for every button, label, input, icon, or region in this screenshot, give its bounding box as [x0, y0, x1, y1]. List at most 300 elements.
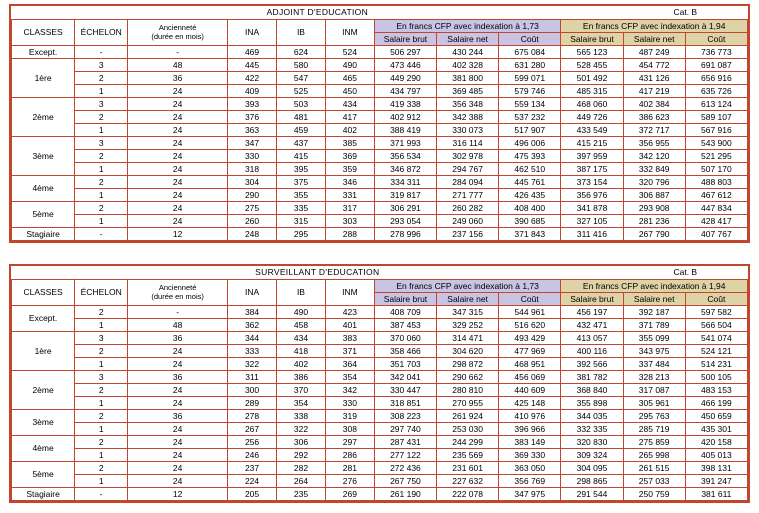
cell-ina: 344 — [228, 331, 277, 344]
cell-salaire-net-194: 265 998 — [623, 448, 685, 461]
cell-echelon: 1 — [75, 214, 128, 227]
cell-cout-194: 541 074 — [685, 331, 747, 344]
cell-salaire-brut-173: 319 817 — [374, 188, 436, 201]
cell-echelon: 1 — [75, 474, 128, 487]
cell-salaire-brut-173: 277 122 — [374, 448, 436, 461]
header-echelon: ÉCHELON — [75, 19, 128, 45]
cell-cout-194: 483 153 — [685, 383, 747, 396]
cell-salaire-brut-194: 397 959 — [561, 149, 623, 162]
cell-salaire-net-173: 284 094 — [437, 175, 499, 188]
cell-salaire-brut-194: 565 123 — [561, 45, 623, 58]
cell-ib: 354 — [277, 396, 326, 409]
cell-classe: Except. — [12, 305, 75, 331]
cell-classe: 4ème — [12, 175, 75, 201]
cell-inm: 383 — [325, 331, 374, 344]
cell-inm: 434 — [325, 97, 374, 110]
cell-ina: 393 — [228, 97, 277, 110]
cell-inm: 402 — [325, 123, 374, 136]
cell-salaire-net-173: 227 632 — [437, 474, 499, 487]
cell-inm: 330 — [325, 396, 374, 409]
cell-salaire-brut-194: 332 335 — [561, 422, 623, 435]
cell-ina: 362 — [228, 318, 277, 331]
table-row — [12, 357, 748, 370]
cell-echelon: 1 — [75, 188, 128, 201]
cell-anciennete: 24 — [128, 123, 228, 136]
cell-ina: 445 — [228, 58, 277, 71]
cell-echelon: 2 — [75, 305, 128, 318]
cell-salaire-brut-173: 293 054 — [374, 214, 436, 227]
cell-echelon: - — [75, 227, 128, 240]
cell-cout-194: 391 247 — [685, 474, 747, 487]
cell-ina: 409 — [228, 84, 277, 97]
cell-salaire-net-194: 317 087 — [623, 383, 685, 396]
cell-cout-173: 537 232 — [499, 110, 561, 123]
cell-cout-194: 589 107 — [685, 110, 747, 123]
cell-salaire-brut-194: 311 416 — [561, 227, 623, 240]
cell-ib: 338 — [277, 409, 326, 422]
header-row-primary — [12, 279, 748, 292]
cell-salaire-brut-194: 387 175 — [561, 162, 623, 175]
cell-salaire-brut-173: 267 750 — [374, 474, 436, 487]
cell-ina: 469 — [228, 45, 277, 58]
cell-echelon: 2 — [75, 344, 128, 357]
cell-cout-194: 514 231 — [685, 357, 747, 370]
cell-salaire-brut-173: 334 311 — [374, 175, 436, 188]
cell-echelon: 1 — [75, 448, 128, 461]
cell-ina: 278 — [228, 409, 277, 422]
table-row — [12, 487, 748, 500]
cell-salaire-brut-173: 330 447 — [374, 383, 436, 396]
header-salaire-brut-173: Salaire brut — [374, 32, 436, 45]
cell-salaire-brut-173: 449 290 — [374, 71, 436, 84]
cell-salaire-brut-194: 485 315 — [561, 84, 623, 97]
cell-ib: 335 — [277, 201, 326, 214]
cell-salaire-brut-173: 473 446 — [374, 58, 436, 71]
cell-cout-173: 440 609 — [499, 383, 561, 396]
table-row — [12, 162, 748, 175]
table-row — [12, 409, 748, 422]
cell-classe: 2ème — [12, 370, 75, 409]
cell-salaire-brut-194: 344 035 — [561, 409, 623, 422]
cell-cout-173: 445 761 — [499, 175, 561, 188]
cell-inm: 342 — [325, 383, 374, 396]
cell-inm: 369 — [325, 149, 374, 162]
cell-ib: 525 — [277, 84, 326, 97]
cell-cout-173: 347 975 — [499, 487, 561, 500]
cell-cout-173: 599 071 — [499, 71, 561, 84]
cell-salaire-net-173: 304 620 — [437, 344, 499, 357]
cell-cout-194: 405 013 — [685, 448, 747, 461]
cell-salaire-brut-173: 388 419 — [374, 123, 436, 136]
cell-salaire-net-194: 343 975 — [623, 344, 685, 357]
cell-echelon: 3 — [75, 331, 128, 344]
header-salaire-net-173: Salaire net — [437, 32, 499, 45]
cell-ib: 235 — [277, 487, 326, 500]
cell-salaire-brut-194: 468 060 — [561, 97, 623, 110]
header-ina: INA — [228, 279, 277, 305]
cell-cout-194: 420 158 — [685, 435, 747, 448]
cell-ib: 375 — [277, 175, 326, 188]
cell-ib: 580 — [277, 58, 326, 71]
cell-salaire-net-173: 249 060 — [437, 214, 499, 227]
cell-ina: 363 — [228, 123, 277, 136]
cell-inm: 417 — [325, 110, 374, 123]
cell-salaire-brut-173: 318 851 — [374, 396, 436, 409]
cell-echelon: 2 — [75, 149, 128, 162]
cell-anciennete: 24 — [128, 84, 228, 97]
cell-ina: 384 — [228, 305, 277, 318]
cell-ina: 318 — [228, 162, 277, 175]
cell-inm: 450 — [325, 84, 374, 97]
cell-echelon: - — [75, 45, 128, 58]
cell-anciennete: 24 — [128, 136, 228, 149]
table-row — [12, 422, 748, 435]
cell-salaire-net-194: 320 796 — [623, 175, 685, 188]
cell-ib: 458 — [277, 318, 326, 331]
cell-salaire-net-173: 260 282 — [437, 201, 499, 214]
cell-salaire-net-194: 392 187 — [623, 305, 685, 318]
cell-ina: 330 — [228, 149, 277, 162]
cell-ina: 224 — [228, 474, 277, 487]
cell-salaire-brut-173: 308 223 — [374, 409, 436, 422]
category-label: Cat. B — [623, 6, 747, 19]
header-salaire-net-173: Salaire net — [437, 292, 499, 305]
cell-classe: 3ème — [12, 136, 75, 175]
cell-salaire-brut-173: 370 060 — [374, 331, 436, 344]
cell-salaire-net-173: 430 244 — [437, 45, 499, 58]
cell-salaire-net-173: 381 800 — [437, 71, 499, 84]
header-anciennete-line1: Ancienneté — [158, 283, 197, 292]
cell-anciennete: 24 — [128, 201, 228, 214]
cell-salaire-brut-194: 291 544 — [561, 487, 623, 500]
cell-salaire-net-194: 487 249 — [623, 45, 685, 58]
cell-anciennete: 24 — [128, 149, 228, 162]
cell-echelon: 2 — [75, 201, 128, 214]
cell-cout-173: 426 435 — [499, 188, 561, 201]
cell-cout-194: 656 916 — [685, 71, 747, 84]
cell-salaire-brut-173: 272 436 — [374, 461, 436, 474]
cell-salaire-net-173: 302 978 — [437, 149, 499, 162]
cell-salaire-net-194: 275 859 — [623, 435, 685, 448]
table-row — [12, 136, 748, 149]
cell-salaire-net-173: 222 078 — [437, 487, 499, 500]
cell-cout-173: 390 685 — [499, 214, 561, 227]
cell-anciennete: 24 — [128, 396, 228, 409]
cell-salaire-brut-194: 456 197 — [561, 305, 623, 318]
cell-anciennete: 24 — [128, 357, 228, 370]
cell-salaire-brut-173: 402 912 — [374, 110, 436, 123]
cell-inm: 354 — [325, 370, 374, 383]
cell-anciennete: 24 — [128, 474, 228, 487]
cell-salaire-brut-173: 419 338 — [374, 97, 436, 110]
cell-salaire-brut-194: 413 057 — [561, 331, 623, 344]
cell-salaire-net-173: 271 777 — [437, 188, 499, 201]
cell-salaire-brut-173: 287 431 — [374, 435, 436, 448]
cell-salaire-brut-173: 408 709 — [374, 305, 436, 318]
cell-ina: 333 — [228, 344, 277, 357]
cell-salaire-net-194: 417 219 — [623, 84, 685, 97]
cell-salaire-brut-194: 381 782 — [561, 370, 623, 383]
cell-ib: 282 — [277, 461, 326, 474]
cell-echelon: - — [75, 487, 128, 500]
cell-cout-194: 566 504 — [685, 318, 747, 331]
cell-inm: 465 — [325, 71, 374, 84]
cell-salaire-brut-194: 309 324 — [561, 448, 623, 461]
cell-inm: 269 — [325, 487, 374, 500]
cell-cout-173: 517 907 — [499, 123, 561, 136]
category-label: Cat. B — [623, 266, 747, 279]
cell-echelon: 2 — [75, 461, 128, 474]
table-row — [12, 214, 748, 227]
table-title: SURVEILLANT D'EDUCATION — [12, 266, 624, 279]
cell-classe: 3ème — [12, 409, 75, 435]
table-row — [12, 435, 748, 448]
cell-anciennete: 24 — [128, 383, 228, 396]
cell-cout-173: 383 149 — [499, 435, 561, 448]
header-cout-194: Coût — [685, 32, 747, 45]
cell-ib: 292 — [277, 448, 326, 461]
cell-cout-173: 410 976 — [499, 409, 561, 422]
cell-cout-173: 396 966 — [499, 422, 561, 435]
header-classes: CLASSES — [12, 279, 75, 305]
header-index-194: En francs CFP avec indexation à 1,94 — [561, 279, 748, 292]
cell-echelon: 1 — [75, 396, 128, 409]
header-inm: INM — [325, 19, 374, 45]
header-cout-173: Coût — [499, 32, 561, 45]
cell-salaire-net-173: 294 767 — [437, 162, 499, 175]
cell-cout-194: 435 301 — [685, 422, 747, 435]
cell-echelon: 1 — [75, 84, 128, 97]
table-row — [12, 175, 748, 188]
cell-salaire-brut-194: 356 976 — [561, 188, 623, 201]
cell-salaire-net-173: 235 569 — [437, 448, 499, 461]
cell-classe: 5ème — [12, 201, 75, 227]
cell-ib: 264 — [277, 474, 326, 487]
header-cout-173: Coût — [499, 292, 561, 305]
cell-cout-173: 356 769 — [499, 474, 561, 487]
table-row — [12, 188, 748, 201]
cell-cout-173: 456 069 — [499, 370, 561, 383]
cell-ina: 300 — [228, 383, 277, 396]
header-ib: IB — [277, 279, 326, 305]
cell-echelon: 1 — [75, 162, 128, 175]
cell-ib: 306 — [277, 435, 326, 448]
cell-classe: 2ème — [12, 97, 75, 136]
cell-cout-194: 428 417 — [685, 214, 747, 227]
cell-cout-194: 543 900 — [685, 136, 747, 149]
cell-classe: Stagiaire — [12, 487, 75, 500]
cell-cout-173: 475 393 — [499, 149, 561, 162]
cell-anciennete: 24 — [128, 188, 228, 201]
cell-echelon: 2 — [75, 110, 128, 123]
cell-echelon: 2 — [75, 175, 128, 188]
cell-salaire-brut-194: 501 492 — [561, 71, 623, 84]
cell-salaire-net-194: 306 887 — [623, 188, 685, 201]
cell-anciennete: 12 — [128, 487, 228, 500]
cell-salaire-net-194: 293 908 — [623, 201, 685, 214]
cell-anciennete: 36 — [128, 370, 228, 383]
header-anciennete — [128, 279, 228, 305]
cell-salaire-net-194: 342 120 — [623, 149, 685, 162]
cell-echelon: 3 — [75, 58, 128, 71]
header-salaire-net-194: Salaire net — [623, 292, 685, 305]
cell-cout-173: 496 006 — [499, 136, 561, 149]
cell-inm: 288 — [325, 227, 374, 240]
cell-salaire-brut-173: 261 190 — [374, 487, 436, 500]
cell-echelon: 3 — [75, 136, 128, 149]
cell-salaire-brut-194: 433 549 — [561, 123, 623, 136]
cell-inm: 385 — [325, 136, 374, 149]
cell-cout-173: 544 961 — [499, 305, 561, 318]
cell-ina: 290 — [228, 188, 277, 201]
cell-ib: 437 — [277, 136, 326, 149]
table-row — [12, 370, 748, 383]
cell-echelon: 2 — [75, 71, 128, 84]
cell-salaire-net-194: 285 719 — [623, 422, 685, 435]
cell-cout-173: 477 969 — [499, 344, 561, 357]
cell-anciennete: 24 — [128, 97, 228, 110]
cell-anciennete: 24 — [128, 461, 228, 474]
cell-ib: 415 — [277, 149, 326, 162]
cell-inm: 359 — [325, 162, 374, 175]
cell-cout-194: 635 726 — [685, 84, 747, 97]
cell-classe: 1ère — [12, 58, 75, 97]
cell-ina: 311 — [228, 370, 277, 383]
cell-cout-194: 450 659 — [685, 409, 747, 422]
cell-salaire-net-194: 281 236 — [623, 214, 685, 227]
cell-salaire-net-194: 267 790 — [623, 227, 685, 240]
cell-salaire-net-173: 356 348 — [437, 97, 499, 110]
cell-echelon: 2 — [75, 435, 128, 448]
cell-salaire-brut-194: 415 215 — [561, 136, 623, 149]
cell-salaire-net-194: 328 213 — [623, 370, 685, 383]
cell-salaire-net-194: 261 515 — [623, 461, 685, 474]
cell-salaire-net-194: 305 961 — [623, 396, 685, 409]
header-cout-194: Coût — [685, 292, 747, 305]
cell-ib: 503 — [277, 97, 326, 110]
cell-ib: 459 — [277, 123, 326, 136]
cell-anciennete: 24 — [128, 344, 228, 357]
cell-ib: 395 — [277, 162, 326, 175]
cell-salaire-net-173: 298 872 — [437, 357, 499, 370]
table-row — [12, 318, 748, 331]
cell-inm: 317 — [325, 201, 374, 214]
cell-salaire-brut-194: 341 878 — [561, 201, 623, 214]
table-row — [12, 474, 748, 487]
cell-salaire-net-194: 337 484 — [623, 357, 685, 370]
cell-cout-194: 736 773 — [685, 45, 747, 58]
table-row — [12, 149, 748, 162]
cell-cout-194: 407 767 — [685, 227, 747, 240]
table-row — [12, 396, 748, 409]
header-index-194: En francs CFP avec indexation à 1,94 — [561, 19, 748, 32]
cell-salaire-net-173: 237 156 — [437, 227, 499, 240]
cell-salaire-net-194: 332 849 — [623, 162, 685, 175]
cell-echelon: 3 — [75, 370, 128, 383]
cell-ib: 315 — [277, 214, 326, 227]
cell-ina: 248 — [228, 227, 277, 240]
cell-cout-194: 691 087 — [685, 58, 747, 71]
cell-salaire-net-173: 290 662 — [437, 370, 499, 383]
cell-salaire-brut-194: 432 471 — [561, 318, 623, 331]
header-index-173: En francs CFP avec indexation à 1,73 — [374, 19, 561, 32]
cell-salaire-net-173: 402 328 — [437, 58, 499, 71]
cell-anciennete: 24 — [128, 448, 228, 461]
cell-salaire-net-194: 454 772 — [623, 58, 685, 71]
cell-inm: 303 — [325, 214, 374, 227]
cell-cout-194: 398 131 — [685, 461, 747, 474]
cell-ib: 295 — [277, 227, 326, 240]
cell-salaire-net-173: 330 073 — [437, 123, 499, 136]
cell-salaire-brut-194: 327 105 — [561, 214, 623, 227]
cell-ib: 386 — [277, 370, 326, 383]
cell-cout-173: 371 843 — [499, 227, 561, 240]
cell-cout-173: 516 620 — [499, 318, 561, 331]
cell-cout-194: 447 834 — [685, 201, 747, 214]
cell-salaire-brut-194: 320 830 — [561, 435, 623, 448]
cell-ib: 490 — [277, 305, 326, 318]
header-salaire-brut-194: Salaire brut — [561, 32, 623, 45]
salary-table-surveillant-education — [9, 264, 750, 503]
header-echelon: ÉCHELON — [75, 279, 128, 305]
cell-salaire-net-173: 347 315 — [437, 305, 499, 318]
cell-inm: 281 — [325, 461, 374, 474]
cell-anciennete: 24 — [128, 214, 228, 227]
cell-echelon: 3 — [75, 97, 128, 110]
cell-salaire-brut-194: 368 840 — [561, 383, 623, 396]
cell-cout-173: 369 330 — [499, 448, 561, 461]
cell-ina: 347 — [228, 136, 277, 149]
cell-ina: 304 — [228, 175, 277, 188]
cell-anciennete: 36 — [128, 71, 228, 84]
header-ina: INA — [228, 19, 277, 45]
cell-cout-194: 500 105 — [685, 370, 747, 383]
cell-ib: 322 — [277, 422, 326, 435]
cell-salaire-net-194: 295 763 — [623, 409, 685, 422]
salary-table-adjoint-education — [9, 4, 750, 243]
table-title-row — [12, 6, 748, 19]
cell-ina: 246 — [228, 448, 277, 461]
cell-ina: 260 — [228, 214, 277, 227]
header-anciennete-line2: (durée en mois) — [151, 32, 204, 41]
header-anciennete — [128, 19, 228, 45]
cell-salaire-brut-173: 297 740 — [374, 422, 436, 435]
cell-salaire-net-194: 257 033 — [623, 474, 685, 487]
header-classes: CLASSES — [12, 19, 75, 45]
cell-ib: 418 — [277, 344, 326, 357]
header-anciennete-line1: Ancienneté — [158, 23, 197, 32]
cell-salaire-net-194: 371 789 — [623, 318, 685, 331]
table-row — [12, 461, 748, 474]
cell-salaire-brut-194: 392 566 — [561, 357, 623, 370]
cell-ina: 376 — [228, 110, 277, 123]
cell-cout-194: 507 170 — [685, 162, 747, 175]
cell-ina: 205 — [228, 487, 277, 500]
cell-inm: 276 — [325, 474, 374, 487]
cell-classe: Except. — [12, 45, 75, 58]
cell-salaire-net-194: 431 126 — [623, 71, 685, 84]
cell-cout-173: 363 050 — [499, 461, 561, 474]
cell-anciennete: 36 — [128, 331, 228, 344]
cell-cout-194: 488 803 — [685, 175, 747, 188]
cell-salaire-net-194: 250 759 — [623, 487, 685, 500]
cell-anciennete: 24 — [128, 162, 228, 175]
cell-cout-194: 381 611 — [685, 487, 747, 500]
cell-cout-173: 468 951 — [499, 357, 561, 370]
cell-ib: 370 — [277, 383, 326, 396]
cell-cout-194: 466 199 — [685, 396, 747, 409]
cell-cout-173: 579 746 — [499, 84, 561, 97]
